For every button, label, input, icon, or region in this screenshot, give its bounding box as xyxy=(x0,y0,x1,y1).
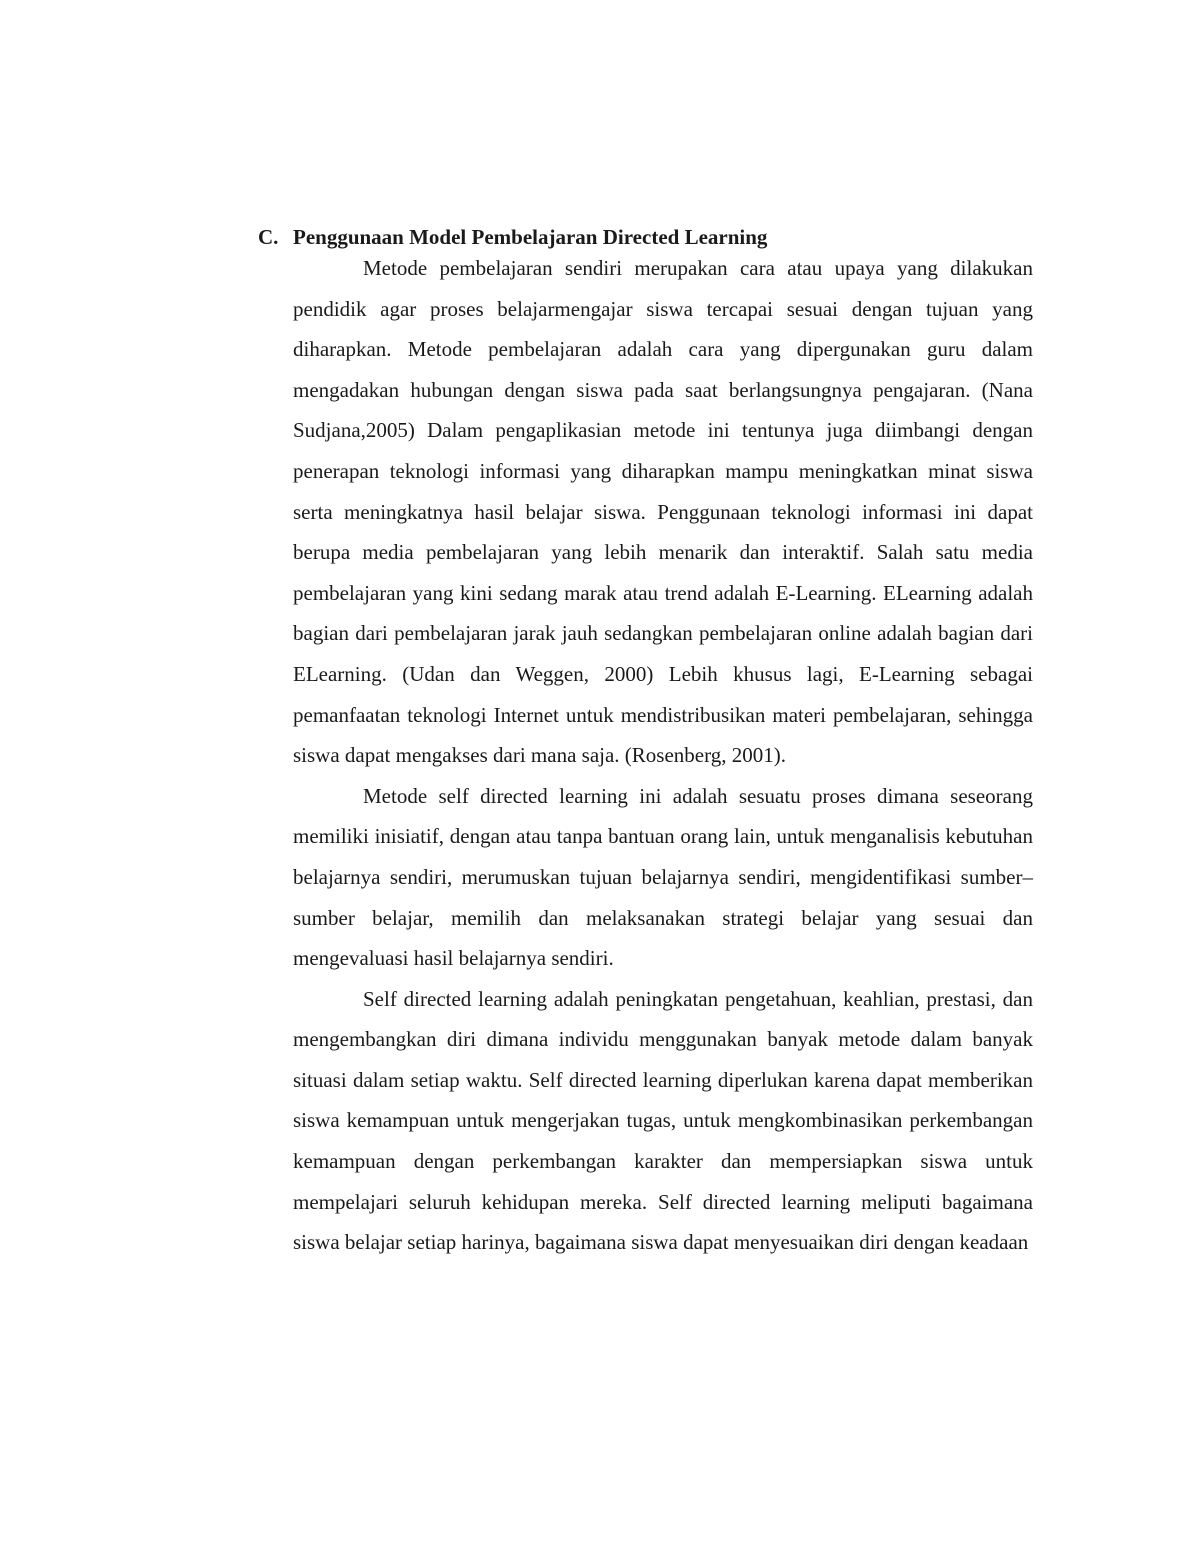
section-title: Penggunaan Model Pembelajaran Directed Learning xyxy=(293,225,768,249)
paragraph-self-directed-benefits: Self directed learning adalah peningkatan pengetahuan, keahlian, prestasi, dan mengembangkan diri dimana individu menggunakan banyak metode dalam banyak situasi dalam setiap waktu. Self directed learning diperlukan karena dapat memberikan siswa kemampuan untuk mengerjakan tugas, untuk mengkombinasikan perkembangan kemampuan dengan perkembangan karakter dan mempersiapkan siswa untuk mempelajari seluruh kehidupan mereka. Self directed learning meliputi bagaimana siswa belajar setiap harinya, bagaimana siswa dapat menyesuaikan diri dengan keadaan xyxy=(293,986,1033,1255)
body-text xyxy=(293,248,1033,1263)
section-marker: C. xyxy=(258,225,279,249)
paragraph-metode-pembelajaran: Metode pembelajaran sendiri merupakan cara atau upaya yang dilakukan pendidik agar proses belajarmengajar siswa tercapai sesuai dengan tujuan yang diharapkan. Metode pembelajaran adalah cara yang dipergunakan guru dalam mengadakan hubungan dengan siswa pada saat berlangsungnya pengajaran. (Nana Sudjana,2005) Dalam pengaplikasian metode ini tentunya juga diimbangi dengan penerapan teknologi informasi yang diharapkan mampu meningkatkan minat siswa serta meningkatnya hasil belajar siswa. Penggunaan teknologi informasi ini dapat berupa media pembelajaran yang lebih menarik dan interaktif. Salah satu media pembelajaran yang kini sedang marak atau trend adalah E-Learning. ELearning adalah bagian dari pembelajaran jarak jauh sedangkan pembelajaran online adalah bagian dari ELearning. (Udan dan Weggen, 2000) Lebih khusus lagi, E-Learning sebagai pemanfaatan teknologi Internet untuk mendistribusikan materi pembelajaran, sehingga siswa dapat mengakses dari mana saja. (Rosenberg, 2001). xyxy=(293,256,1033,768)
paragraph-self-directed-definition: Metode self directed learning ini adalah sesuatu proses dimana seseorang memiliki inisiatif, dengan atau tanpa bantuan orang lain, untuk menganalisis kebutuhan belajarnya sendiri, merumuskan tujuan belajarnya sendiri, mengidentifikasi sumber–sumber belajar, memilih dan melaksanakan strategi belajar yang sesuai dan mengevaluasi hasil belajarnya sendiri. xyxy=(293,783,1033,971)
